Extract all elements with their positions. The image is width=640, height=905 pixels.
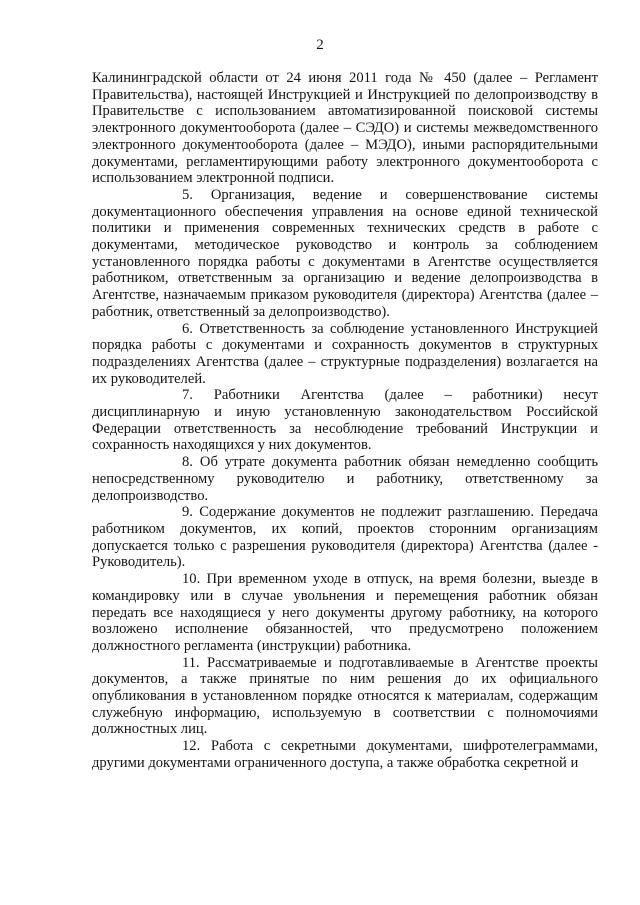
paragraph-text: Работники Агентства (далее – работники) несут дисциплинарную и иную установленную законодательством Российской Федерации ответственность за несоблюдение требований Инструкции и сохранность находящихся у них документов. — [92, 387, 598, 454]
paragraph-text: Калининградской области от 24 июня 2011 года № 450 (далее – Регламент Правительства), настоящей Инструкцией и Инструкцией по делопроизводству в Правительстве с использованием автоматизированной поисковой системы электронного документооборота (далее – СЭДО) и системы межведомственного электронного документооборота (далее – МЭДО), иными распорядительными документами, регламентирующими работу электронного документооборота с использованием электронной подписи. — [92, 70, 598, 187]
paragraph-number: 8. — [182, 454, 193, 471]
paragraph-text: При временном уходе в отпуск, на время болезни, выезде в командировку или в случае увольнения и перемещения работник обязан передать все находящиеся у него документы другому работнику, на которого возложено исполнение обязанностей, что предусмотрено положением должностного регламента (инструкции) работника. — [92, 571, 598, 654]
paragraph-text: Об утрате документа работник обязан немедленно сообщить непосредственному руководителю и работнику, ответственному за делопроизводство. — [92, 454, 598, 504]
paragraph-8 — [92, 454, 598, 504]
paragraph-number: 7. — [182, 387, 193, 404]
paragraph-6 — [92, 321, 598, 388]
paragraph-number: 12. — [182, 738, 201, 755]
paragraph-text: Рассматриваемые и подготавливаемые в Агентстве проекты документов, а также принятые по ним решения до их официального опубликования в установленном порядке относятся к материалам, содержащим служебную информацию, используемую в соответствии с полномочиями должностных лиц. — [92, 654, 598, 738]
paragraph-number: 11. — [182, 654, 200, 671]
paragraph-9 — [92, 504, 598, 571]
paragraph-12 — [92, 738, 598, 771]
paragraph-10 — [92, 571, 598, 655]
paragraph-11 — [92, 655, 598, 739]
paragraph-continued — [92, 70, 598, 187]
paragraph-number: 6. — [182, 320, 193, 337]
paragraph-7 — [92, 387, 598, 454]
paragraph-text: Работа с секретными документами, шифротелеграммами, другими документами ограниченного доступа, а также обработка секретной и — [92, 738, 599, 771]
document-body — [92, 70, 598, 772]
paragraph-number: 9. — [182, 504, 193, 521]
page-number: 2 — [316, 37, 324, 53]
paragraph-number: 10. — [182, 571, 201, 588]
paragraph-text: Содержание документов не подлежит разглашению. Передача работником документов, их копий, проектов сторонним организациям допускается только с разрешения руководителя (директора) Агентства (далее - Руководитель). — [92, 504, 598, 571]
paragraph-text: Организация, ведение и совершенствование системы документационного обеспечения управления на основе единой технической политики и применения современных технических средств в работе с документами, методическое руководство и контроль за соблюдением установленного порядка работы с документами в Агентстве осуществляется работником, ответственным за организацию и ведение делопроизводства в Агентстве, назначаемым приказом руководителя (директора) Агентства (далее – работник, ответственный за делопроизводство). — [92, 186, 599, 320]
paragraph-5 — [92, 187, 598, 321]
paragraph-number: 5. — [182, 186, 193, 203]
paragraph-text: Ответственность за соблюдение установленного Инструкцией порядка работы с документами и сохранность документов в структурных подразделениях Агентства (далее – структурные подразделения) возлагается на их руководителей. — [92, 320, 598, 387]
